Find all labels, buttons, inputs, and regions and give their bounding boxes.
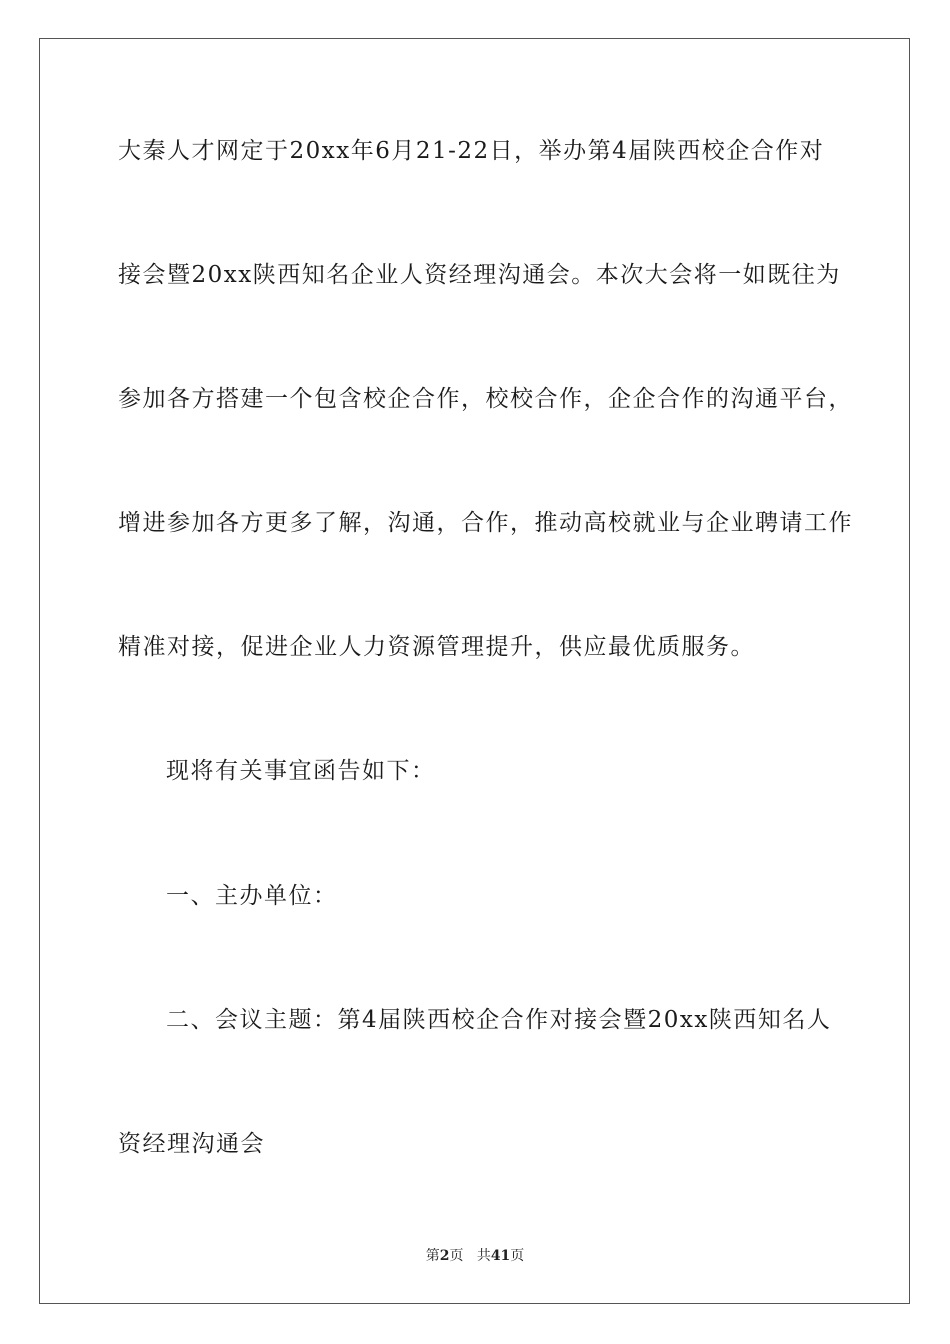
total-pages-number: 41 [490,1248,511,1264]
footer-total-suffix: 页 [510,1248,525,1264]
paragraph-line-4: 增进参加各方更多了解，沟通，合作，推动高校就业与企业聘请工作 [118,510,853,536]
footer-total-prefix: 共 [476,1248,491,1264]
current-page-number: 2 [439,1248,450,1264]
paragraph-line-2: 接会暨20xx陕西知名企业人资经理沟通会。本次大会将一如既往为 [118,262,841,288]
notice-intro: 现将有关事宜函告如下： [166,758,436,784]
section-theme-continued: 资经理沟通会 [118,1131,265,1157]
page-footer [0,1247,950,1265]
paragraph-line-1: 大秦人才网定于20xx年6月21-22日，举办第4届陕西校企合作对 [118,138,825,164]
section-theme: 二、会议主题：第4届陕西校企合作对接会暨20xx陕西知名人 [166,1007,832,1033]
footer-prefix: 第 [425,1248,440,1264]
footer-page-suffix: 页 [449,1248,464,1264]
paragraph-line-3: 参加各方搭建一个包含校企合作，校校合作，企企合作的沟通平台， [118,386,853,412]
section-organizer: 一、主办单位： [166,883,338,909]
page-border [39,38,910,1304]
paragraph-line-5: 精准对接，促进企业人力资源管理提升，供应最优质服务。 [118,634,755,660]
